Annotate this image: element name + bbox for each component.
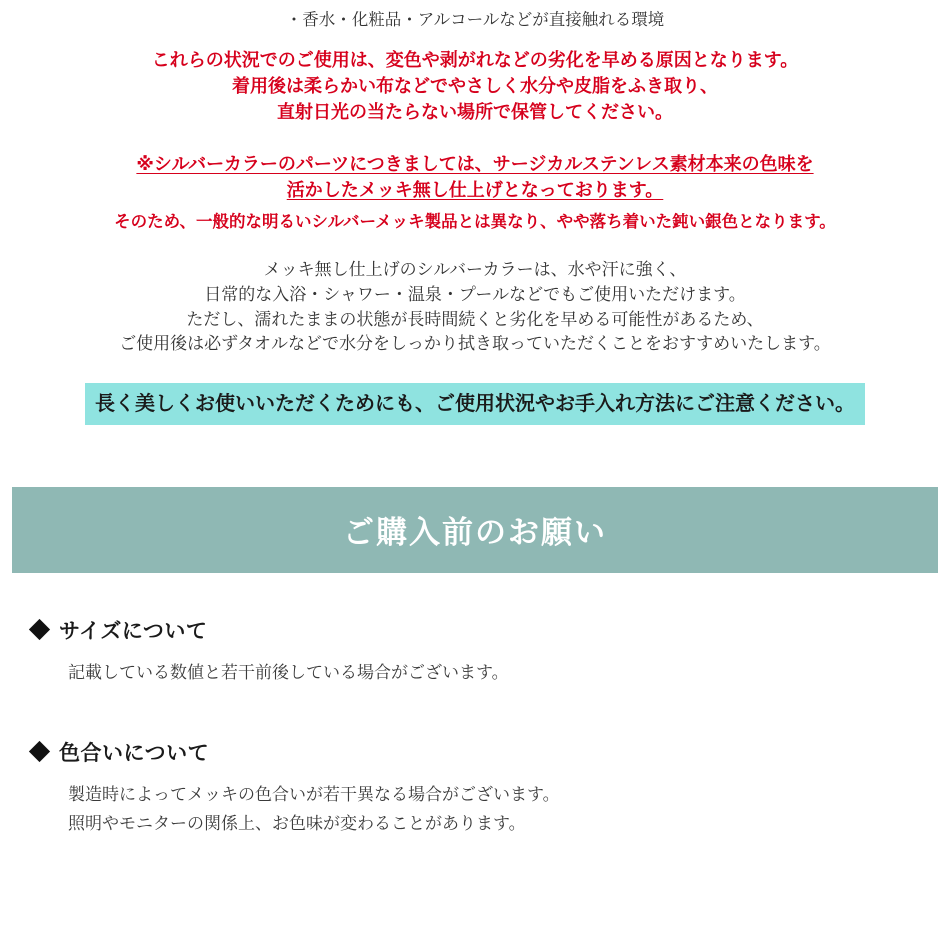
highlight-text: 長く美しくお使いいただくためにも、ご使用状況やお手入れ方法にご注意ください。 <box>85 383 865 425</box>
item-body-line: 製造時によってメッキの色合いが若干異なる場合がございます。 <box>68 784 560 805</box>
silver-notice-line-2: 活かしたメッキ無し仕上げとなっております。 <box>286 180 664 202</box>
section-title: ご購入前のお願い <box>343 515 607 552</box>
highlight-banner <box>0 383 950 425</box>
item-body-line: 記載している数値と若干前後している場合がございます。 <box>68 662 509 683</box>
list-item <box>32 615 950 689</box>
top-note-text: ・香水・化粧品・アルコールなどが直接触れる環境 <box>285 10 665 29</box>
warning-block <box>0 48 950 126</box>
item-body-line: 照明やモニターの関係上、お色味が変わることがあります。 <box>68 814 526 835</box>
item-heading-color <box>32 737 950 767</box>
warning-line-3: 直射日光の当たらない場所で保管してください。 <box>277 102 673 124</box>
care-instructions-block <box>0 258 950 357</box>
warning-line-1: これらの状況でのご使用は、変色や剥がれなどの劣化を早める原因となります。 <box>151 49 799 71</box>
notice-item-list <box>0 615 950 840</box>
list-item <box>32 737 950 841</box>
silver-notice-block <box>0 152 950 234</box>
warning-line-2: 着用後は柔らかい布などでやさしく水分や皮脂をふき取り、 <box>232 76 718 98</box>
section-banner <box>12 487 938 573</box>
item-heading-size <box>32 615 950 645</box>
diamond-bullet-icon <box>29 741 50 762</box>
item-heading-label: 色合いについて <box>59 740 210 765</box>
care-line-2: 日常的な入浴・シャワー・温泉・プールなどでもご使用いただけます。 <box>204 284 746 305</box>
care-line-4: ご使用後は必ずタオルなどで水分をしっかり拭き取っていただくことをおすすめいたします。 <box>119 334 831 355</box>
silver-notice-line-1: ※シルバーカラーのパーツにつきましては、サージカルステンレス素材本来の色味を <box>136 154 814 176</box>
item-heading-label: サイズについて <box>59 618 208 643</box>
silver-notice-subline: そのため、一般的な明るいシルバーメッキ製品とは異なり、やや落ち着いた鈍い銀色となります。 <box>114 212 836 232</box>
diamond-bullet-icon <box>29 619 50 640</box>
item-body-size <box>32 659 950 689</box>
item-body-color <box>32 781 950 841</box>
care-line-1: メッキ無し仕上げのシルバーカラーは、水や汗に強く、 <box>263 260 687 281</box>
care-line-3: ただし、濡れたままの状態が長時間続くと劣化を早める可能性があるため、 <box>186 309 764 330</box>
